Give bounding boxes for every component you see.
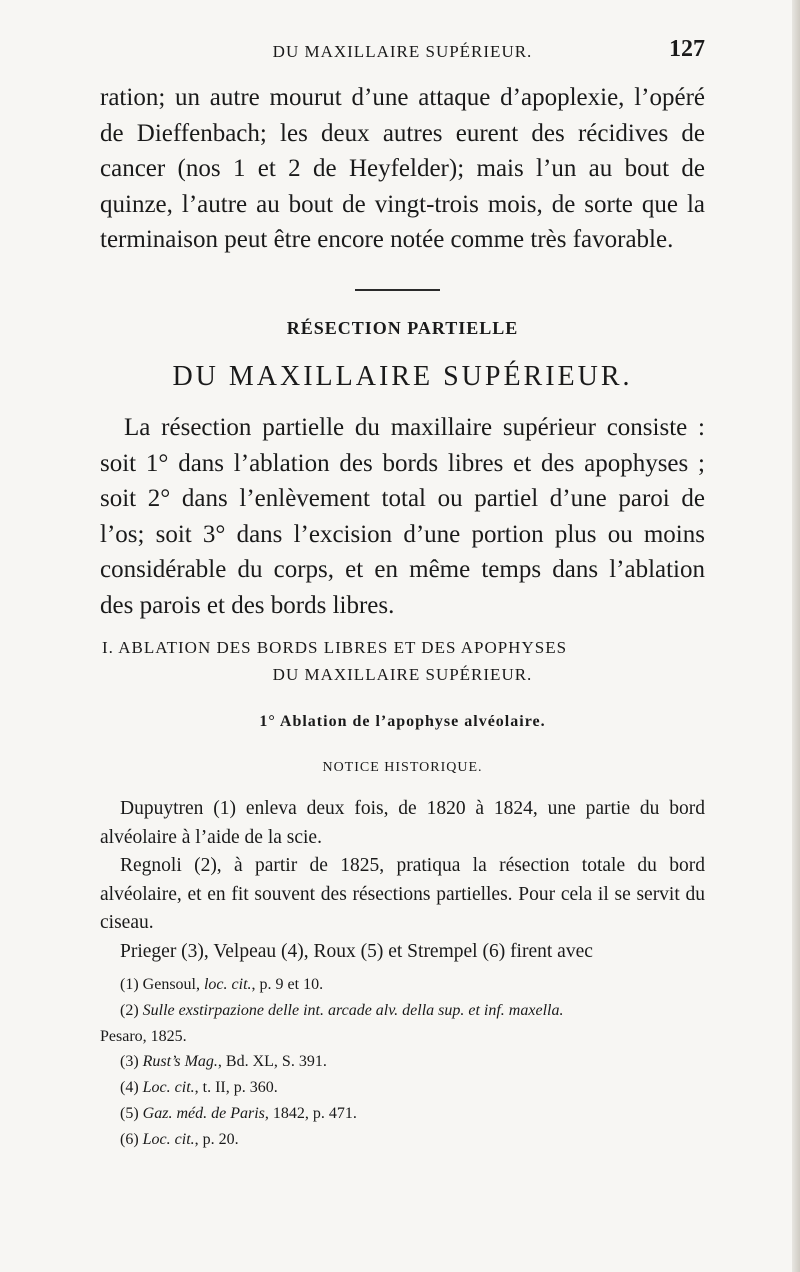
history-paragraph: Regnoli (2), à partir de 1825, pratiqua la résection totale du bord alvéolaire, et en fit souvent des résections partielles. Pour cela il se servit du ciseau. xyxy=(100,855,705,933)
history-text xyxy=(100,795,705,966)
section-divider xyxy=(355,289,440,291)
footnote: (3) Rust’s Mag., Bd. XL, S. 391. xyxy=(120,1053,327,1071)
footnote: (4) Loc. cit., t. II, p. 360. xyxy=(120,1079,278,1097)
top-paragraph-block xyxy=(100,80,705,258)
footnote: (6) Loc. cit., p. 20. xyxy=(120,1130,239,1148)
chapter-heading xyxy=(100,634,705,688)
history-paragraph: Dupuytren (1) enleva deux fois, de 1820 à 1824, une partie du bord alvéolaire à l’aide de la scie. xyxy=(100,798,705,848)
footnote-continuation: Pesaro, 1825. xyxy=(100,1027,187,1045)
footnote: (2) Sulle exstirpazione delle int. arcade alv. della sup. et inf. maxella. xyxy=(120,1001,564,1019)
section-title-small: RÉSECTION PARTIELLE xyxy=(286,318,519,338)
chapter-heading-line1: I. ABLATION DES BORDS LIBRES ET DES APOPHYSES xyxy=(102,638,568,657)
footnote: (5) Gaz. méd. de Paris, 1842, p. 471. xyxy=(120,1104,357,1122)
history-paragraph: Prieger (3), Velpeau (4), Roux (5) et Strempel (6) firent avec xyxy=(120,940,593,962)
notice-heading: NOTICE HISTORIQUE. xyxy=(322,760,483,775)
running-head: DU MAXILLAIRE SUPÉRIEUR. xyxy=(272,42,533,61)
section-title-big: DU MAXILLAIRE SUPÉRIEUR. xyxy=(172,361,633,392)
intro-paragraph: La résection partielle du maxillaire supérieur consiste : soit 1° dans l’ablation des bords libres et des apophyses ; soit 2° dans l’enlèvement total ou partiel d’une paroi de l’os; soit 3° dans l’excision d’une portion plus ou moins considérable du corps, et en même temps dans l’ablation des parois et des bords libres. xyxy=(100,414,705,619)
footnote: (1) Gensoul, loc. cit., p. 9 et 10. xyxy=(120,976,324,993)
chapter-heading-line2: DU MAXILLAIRE SUPÉRIEUR. xyxy=(272,665,533,684)
page-number: 127 xyxy=(669,36,705,62)
intro-paragraph-block xyxy=(100,410,705,623)
footnotes xyxy=(100,972,705,1153)
top-paragraph: ration; un autre mourut d’une attaque d’apoplexie, l’opéré de Dieffenbach; les deux autres eurent des récidives de cancer (nos 1 et 2 de Heyfelder); mais l’un au bout de quinze, l’autre au bout de vingt-trois mois, de sorte que la terminaison peut être encore notée comme très favorable. xyxy=(100,84,705,253)
subsection-heading: 1° Ablation de l’apophyse alvéolaire. xyxy=(259,713,546,730)
page-header xyxy=(100,36,705,66)
